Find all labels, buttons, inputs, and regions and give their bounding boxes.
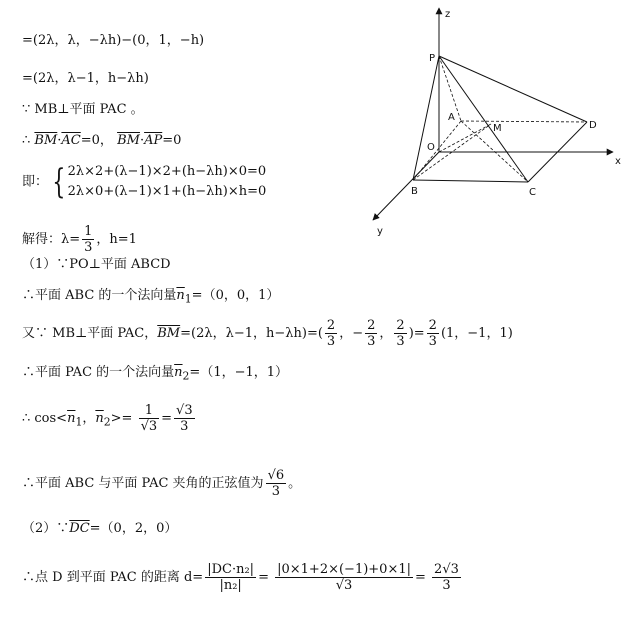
part1-premise: （1）∵PO⊥平面 ABCD (22, 257, 171, 272)
label-O: O (427, 142, 435, 153)
system-eq-2: 2λ×0+(λ−1)×1+(h−λh)×h=0 (67, 184, 267, 199)
pyramid-figure (365, 4, 635, 239)
edge-AD (461, 121, 587, 122)
distance-line: ∴点 D 到平面 PAC 的距离 d= $\frac{\text{|DC·n₂|}}{\text{|n₂|}}$ = $\frac{|0\times 1+2\times(-1)+0\times 1|}{√3}$ = $\frac{2√3}{3}$ (22, 562, 459, 593)
label-y: y (377, 226, 383, 237)
label-D: D (589, 120, 597, 131)
dot-product-line: ∴ $\overline{BM}\cdot\overline{AC}=0$， $\overline{BM}\cdot\overline{AP}=0$ (22, 133, 182, 148)
solution-line: 解得：λ= $\frac{1}{3}$ ，h=1 (22, 224, 137, 255)
edge-PB (413, 56, 439, 180)
sine-line: ∴平面 ABC 与平面 PAC 夹角的正弦值为 $\frac{√6}{3}$ 。 (22, 468, 302, 499)
eq-line-2: =(2λ，λ−1，h−λh) (22, 71, 149, 86)
cosine-line: ∴ $\cos<\overline{n}_1$，$\overline{n}_2>=$ $\frac{1}{√3}$ = $\frac{√3}{3}$ (22, 403, 193, 434)
part2-dc-vector: $(2)\because\overline{DC}=(0$，2，0） (22, 521, 178, 536)
label-z: z (445, 9, 451, 20)
label-x: x (615, 156, 621, 167)
edge-PD (439, 56, 587, 122)
premise-mb-perp: ∵ MB⊥平面 PAC 。 (22, 102, 144, 117)
label-C: C (529, 187, 536, 198)
left-brace-icon: { (52, 162, 66, 202)
label-B: B (411, 186, 418, 197)
equation-system: 即： { 2λ×2+(λ−1)×2+(h−λh)×0=0 2λ×0+(λ−1)×1+(h−λh)×h=0 (22, 162, 267, 202)
normal-vector-abc: ∴平面 ABC 的一个法向量$\overline{n}_1=(0$，0，1） (22, 288, 280, 306)
label-A: A (448, 112, 455, 123)
eq-line-1: =(2λ，λ，−λh)−(0，1，−h) (22, 33, 205, 48)
normal-vector-pac: ∴平面 PAC 的一个法向量$\overline{n}_2=(1$，−1，1） (22, 365, 289, 383)
label-P: P (429, 53, 436, 64)
bm-vector-line: 又∵ MB⊥平面 PAC，$\overline{BM}=(2\lambda$，λ−1，h−λh)=( $\frac{2}{3}$ ，− $\frac{2}{3}$ ， $\frac{2}{3}$ )= $\frac{2}{3}$ (1，−1，1) (22, 318, 513, 349)
system-eq-1: 2λ×2+(λ−1)×2+(h−λh)×0=0 (67, 164, 267, 179)
label-M: M (493, 123, 502, 134)
y-axis (373, 152, 439, 220)
edge-BC (413, 180, 528, 182)
